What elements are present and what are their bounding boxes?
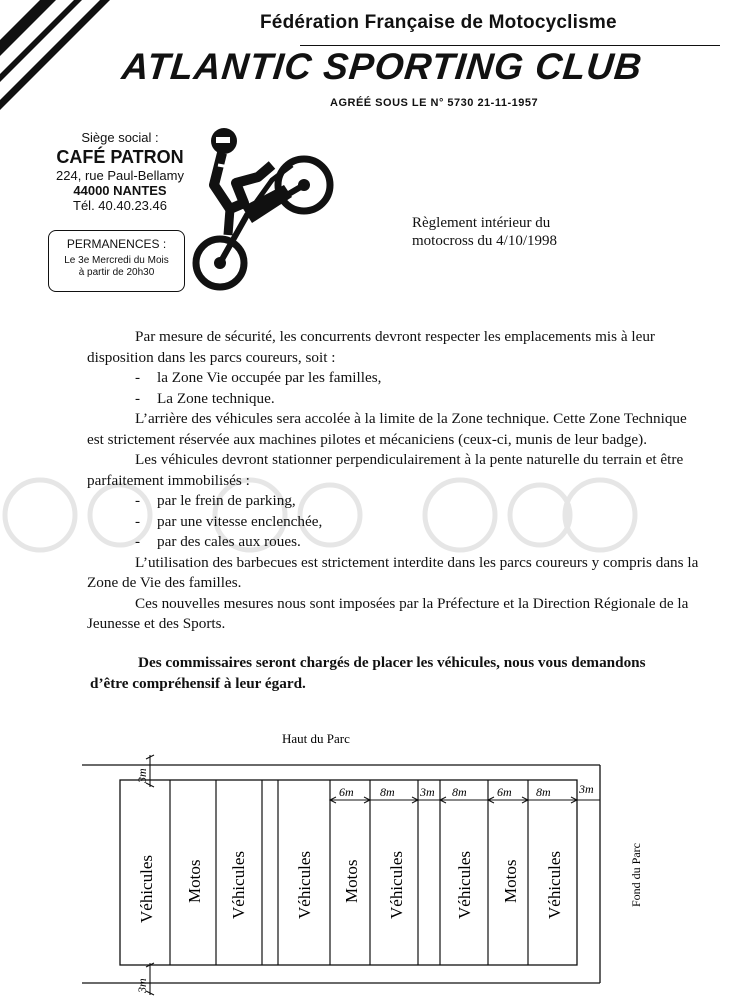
list-item: - par une vitesse enclenchée, xyxy=(135,512,323,530)
zone-label: Véhicules xyxy=(229,851,248,919)
permanences-line2: à partir de 20h30 xyxy=(78,267,155,278)
dimension-label: 3m xyxy=(579,782,594,796)
rules-body xyxy=(87,327,707,635)
dimension-label: 8m xyxy=(380,785,395,799)
zone-label: Véhicules xyxy=(295,851,314,919)
dimension-label: 3m xyxy=(420,785,435,799)
dimension-label: 6m xyxy=(339,785,354,799)
zone-label: Motos xyxy=(185,859,204,903)
paragraph-1: Par mesure de sécurité, les concurrents devront respecter les emplacements mis à leur disposition dans les parcs coureurs, soit : xyxy=(87,328,655,366)
diagram-side-label: Fond du Parc xyxy=(629,843,643,907)
seat-city: 44000 NANTES xyxy=(73,183,167,198)
permanences-box xyxy=(48,230,185,292)
list-item: - par des cales aux roues. xyxy=(135,533,301,550)
zone-label: Motos xyxy=(342,859,361,903)
seat-phone: Tél. 40.40.23.46 xyxy=(73,198,167,213)
corner-stripes xyxy=(0,0,110,120)
seat-address xyxy=(40,130,200,213)
parking-diagram xyxy=(0,725,750,1003)
paragraph-3: Les véhicules devront stationner perpendiculairement à la pente naturelle du terrain et être parfaitement immobilisés : xyxy=(87,451,684,489)
note-line2: d’être compréhensif à leur égard. xyxy=(90,675,306,692)
agreement-number: AGRÉÉ SOUS LE N° 5730 21-11-1957 xyxy=(330,97,539,109)
zone-label: Motos xyxy=(501,859,520,903)
zone-label: Véhicules xyxy=(137,855,156,923)
list-item: - La Zone technique. xyxy=(135,389,275,407)
dimension-label: 3m xyxy=(135,978,149,993)
zone-label: Véhicules xyxy=(545,851,564,919)
commissaires-note xyxy=(90,652,720,694)
permanences-line1: Le 3e Mercredi du Mois xyxy=(64,255,169,266)
reglement-line1: Règlement intérieur du xyxy=(412,215,551,231)
club-name: ATLANTIC SPORTING CLUB xyxy=(119,46,645,87)
dimension-label: 8m xyxy=(536,785,551,799)
dimension-label: 8m xyxy=(452,785,467,799)
diagram-top-label: Haut du Parc xyxy=(282,731,350,746)
federation-title: Fédération Française de Motocyclisme xyxy=(260,12,617,33)
dimension-label: 3m xyxy=(135,768,149,783)
dimension-label: 6m xyxy=(497,785,512,799)
motocross-rider-illustration xyxy=(192,125,342,295)
paragraph-5: Ces nouvelles mesures nous sont imposées par la Préfecture et la Direction Régionale de la Jeunesse et des Sports. xyxy=(87,594,689,632)
note-line1: Des commissaires seront chargés de placer les véhicules, nous vous demandons xyxy=(138,654,646,671)
list-item: - par le frein de parking, xyxy=(135,492,296,509)
zone-label: Véhicules xyxy=(387,851,406,919)
permanences-title: PERMANENCES : xyxy=(66,237,167,251)
paragraph-4: L’utilisation des barbecues est strictement interdite dans les parcs coureurs y compris dans la Zone de Vie des familles. xyxy=(87,553,699,591)
seat-name: CAFÉ PATRON xyxy=(56,147,184,167)
paragraph-2: L’arrière des véhicules sera accolée à la limite de la Zone technique. Cette Zone Technique est strictement réservée aux machines pilotes et mécaniciens (ceux-ci, munis de leur badge). xyxy=(87,410,687,448)
reglement-title xyxy=(412,214,557,250)
list-item: - la Zone Vie occupée par les familles, xyxy=(135,369,382,386)
seat-label: Siège social : xyxy=(81,130,159,145)
seat-street: 224, rue Paul-Bellamy xyxy=(56,168,184,183)
zone-label: Véhicules xyxy=(455,851,474,919)
reglement-line2: motocross du 4/10/1998 xyxy=(412,233,557,249)
